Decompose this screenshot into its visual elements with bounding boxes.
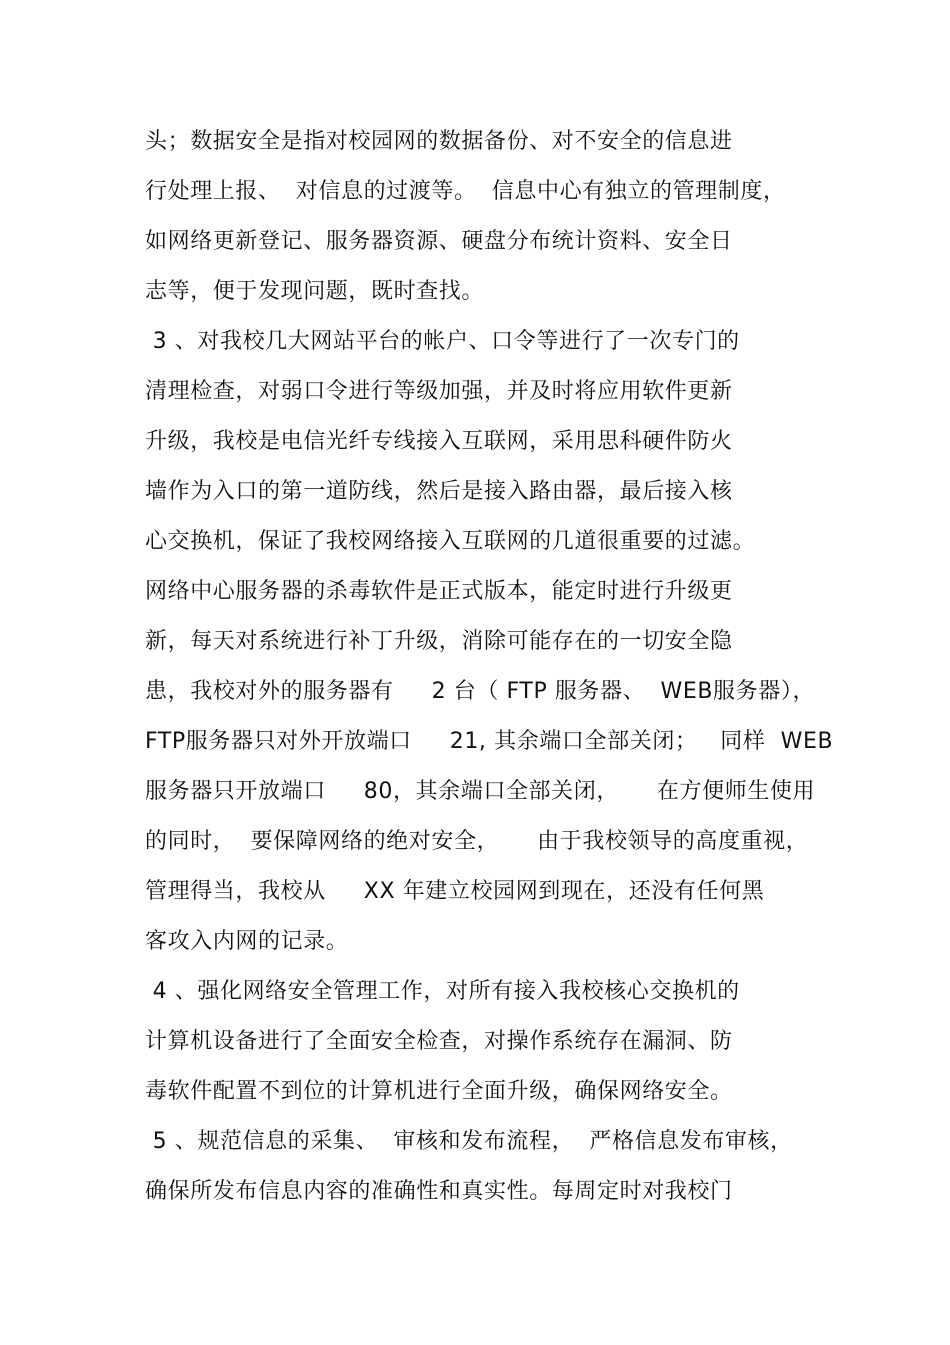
paragraph-line: 心交换机，保证了我校网络接入互联网的几道很重要的过滤。 — [145, 529, 756, 554]
paragraph-line: 3 、对我校几大网站平台的帐户、口令等进行了一次专门的 — [145, 329, 740, 354]
paragraph-line: FTP服务器只对外开放端口 21, 其余端口全部关闭； 同样 WEB — [145, 729, 834, 754]
paragraph-line: 毒软件配置不到位的计算机进行全面升级，确保网络安全。 — [145, 1079, 733, 1104]
paragraph-line: 头；数据安全是指对校园网的数据备份、对不安全的信息进 — [145, 129, 733, 154]
paragraph-line: 客攻入内网的记录。 — [145, 929, 349, 954]
paragraph-line: 计算机设备进行了全面安全检查，对操作系统存在漏洞、防 — [145, 1029, 733, 1054]
paragraph-line: 墙作为入口的第一道防线，然后是接入路由器，最后接入核 — [145, 479, 733, 504]
paragraph-line: 志等，便于发现问题，既时查找。 — [145, 279, 485, 304]
paragraph-line: 的同时， 要保障网络的绝对安全， 由于我校领导的高度重视， — [145, 829, 809, 854]
paragraph-line: 如网络更新登记、服务器资源、硬盘分布统计资料、安全日 — [145, 229, 733, 254]
paragraph-line: 管理得当，我校从 XX 年建立校园网到现在，还没有任何黑 — [145, 879, 765, 904]
paragraph-line: 网络中心服务器的杀毒软件是正式版本，能定时进行升级更 — [145, 579, 733, 604]
paragraph-line: 5 、规范信息的采集、 审核和发布流程， 严格信息发布审核， — [145, 1129, 793, 1154]
paragraph-line: 新，每天对系统进行补丁升级，消除可能存在的一切安全隐 — [145, 629, 733, 654]
paragraph-line: 行处理上报、 对信息的过渡等。 信息中心有独立的管理制度， — [145, 179, 786, 204]
paragraph-line: 升级，我校是电信光纤专线接入互联网，采用思科硬件防火 — [145, 429, 733, 454]
paragraph-line: 确保所发布信息内容的准确性和真实性。每周定时对我校门 — [145, 1179, 733, 1204]
paragraph-line: 清理检查，对弱口令进行等级加强，并及时将应用软件更新 — [145, 379, 733, 404]
paragraph-line: 4 、强化网络安全管理工作，对所有接入我校核心交换机的 — [145, 979, 740, 1004]
paragraph-line: 患，我校对外的服务器有 2 台（ FTP 服务器、 WEB服务器）， — [145, 679, 816, 704]
paragraph-line: 服务器只开放端口 80，其余端口全部关闭， 在方便师生使用 — [145, 779, 816, 804]
